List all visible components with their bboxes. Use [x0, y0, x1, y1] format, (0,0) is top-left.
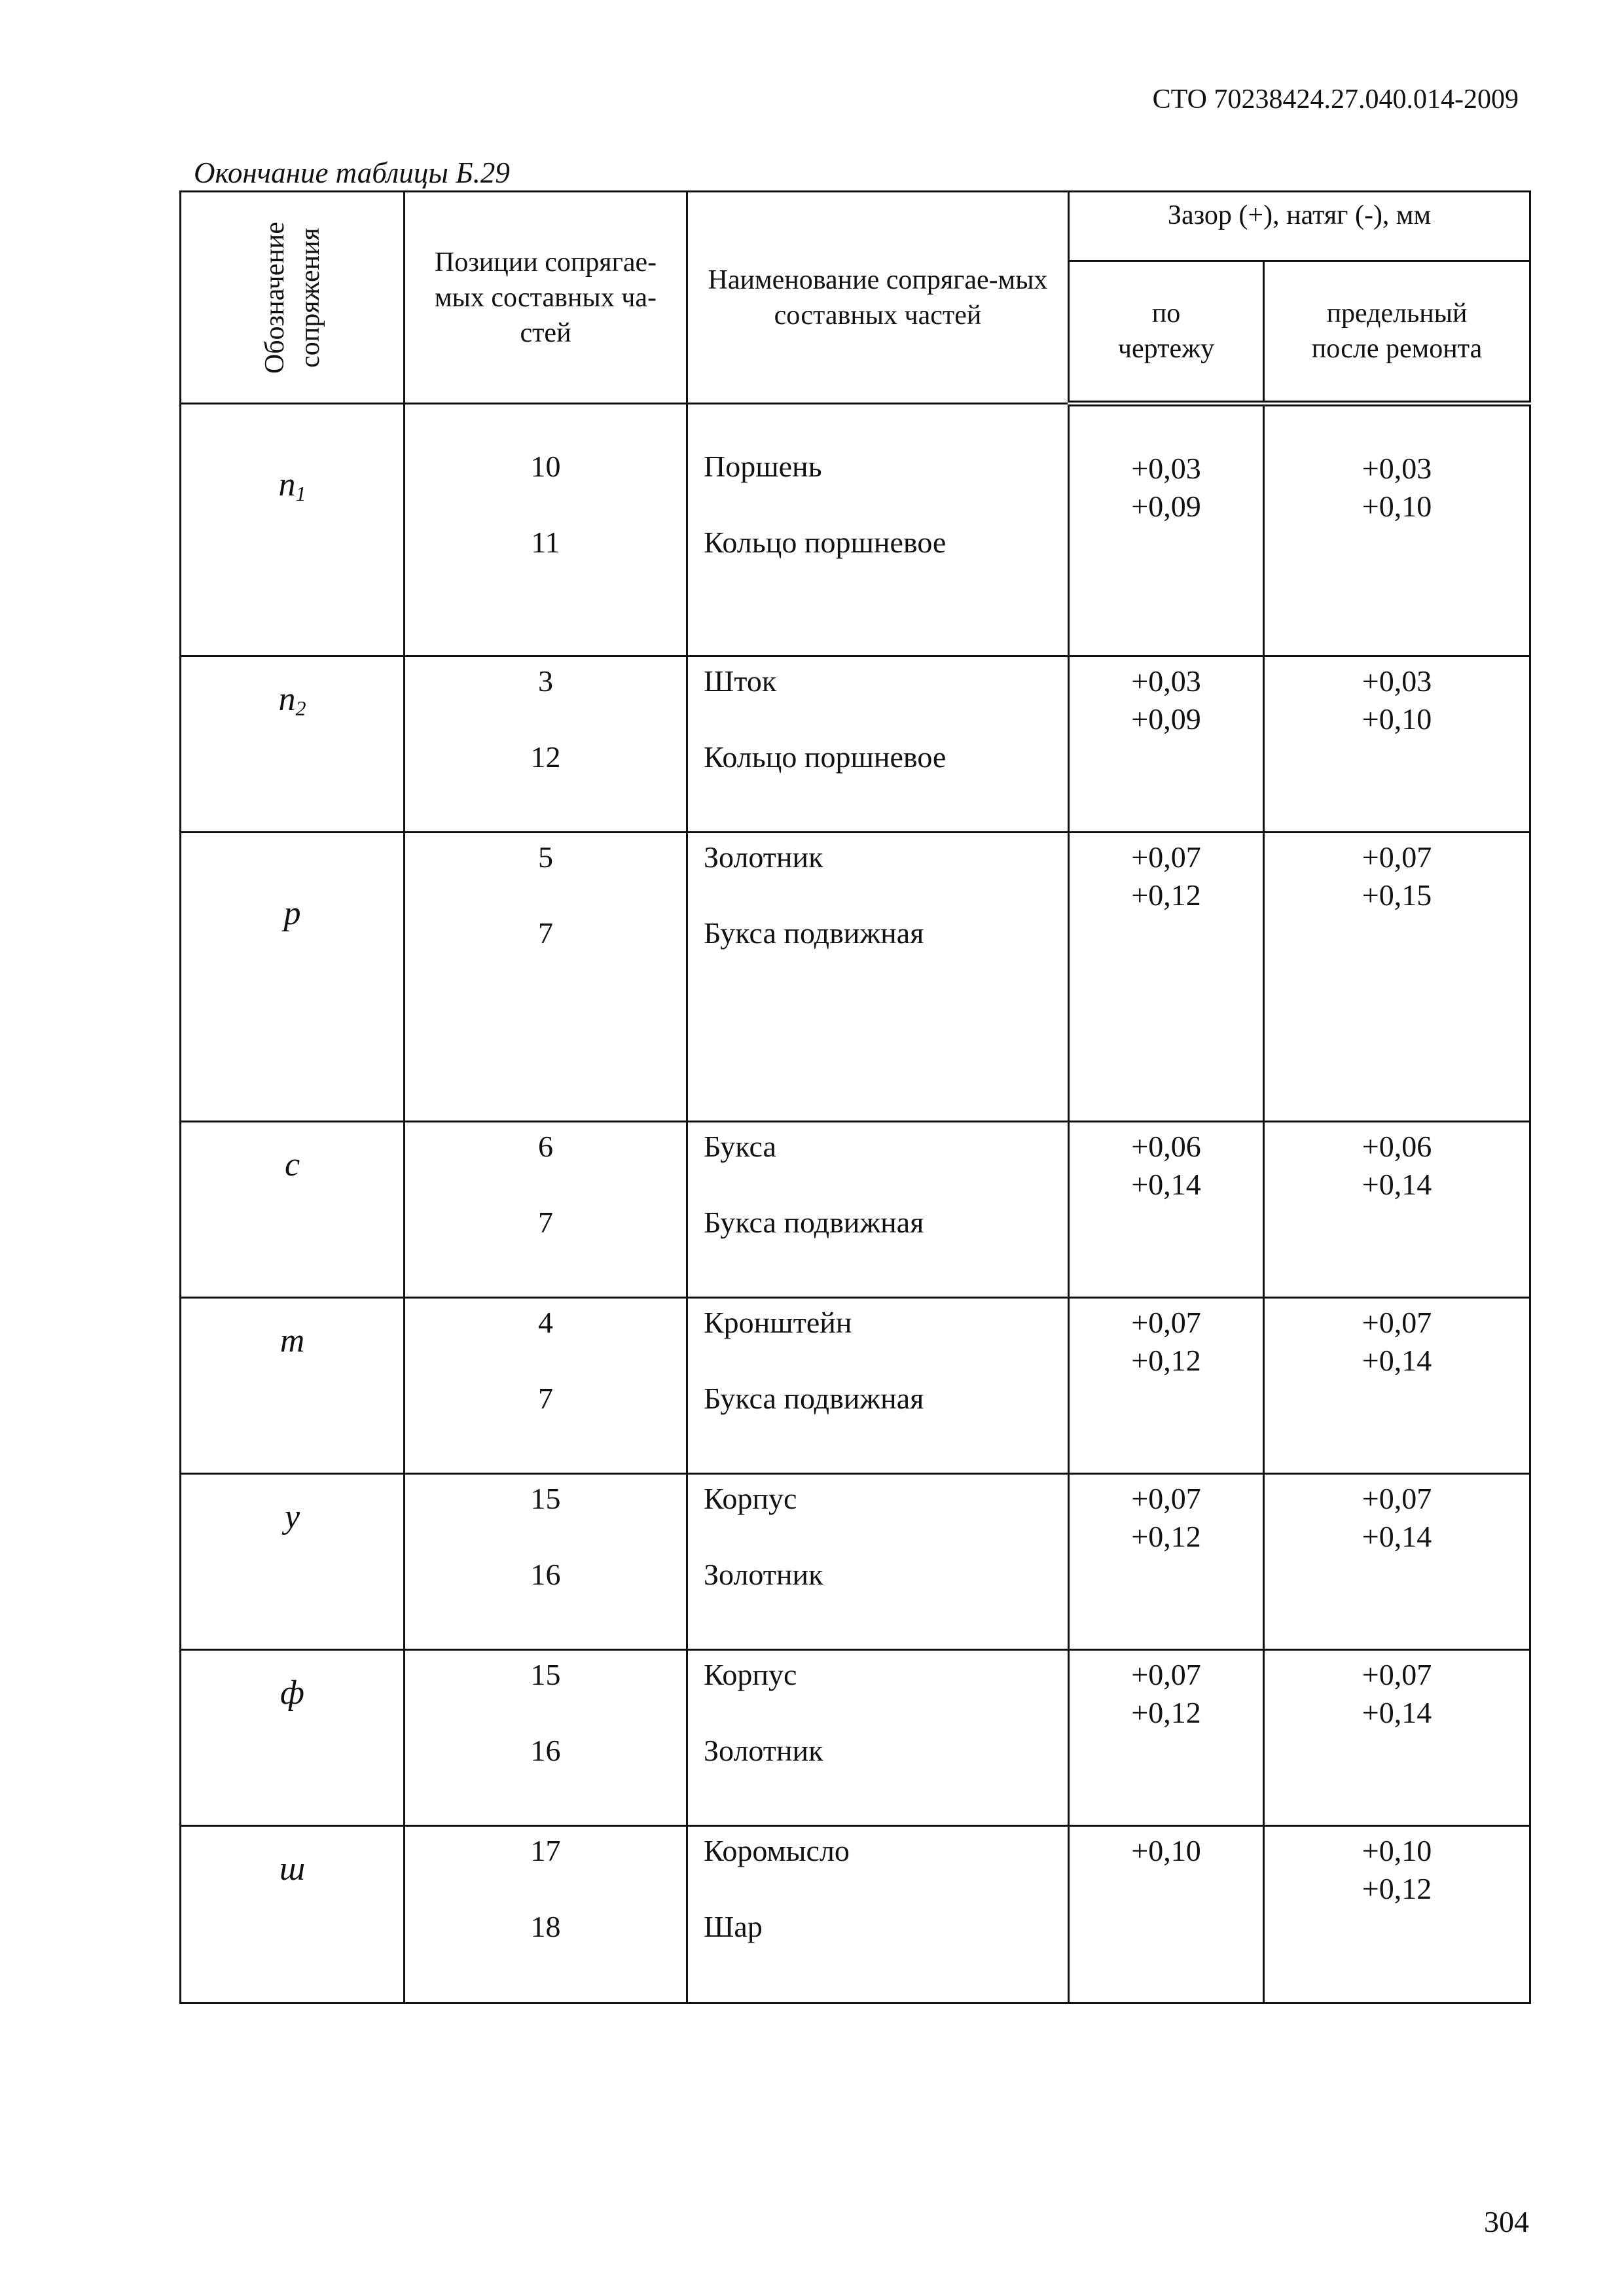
by-drawing-cell [1069, 1474, 1264, 1650]
part-name-2: Букса подвижная [704, 1382, 924, 1415]
position-1: 6 [538, 1130, 553, 1163]
designation-cell [181, 1826, 405, 2003]
by-drawing-cell [1069, 1826, 1264, 2003]
limit-value-2: +0,14 [1362, 1520, 1432, 1553]
part-name-2: Кольцо поршневое [704, 740, 947, 774]
names-cell [687, 833, 1069, 1122]
limit-value-2: +0,15 [1362, 878, 1432, 912]
by-drawing-cell [1069, 656, 1264, 833]
position-2: 11 [531, 526, 560, 559]
designation-cell [181, 404, 405, 656]
designation-cell [181, 1474, 405, 1650]
designation-symbol: n [278, 466, 296, 503]
table-row [181, 1826, 1530, 2003]
limit-cell [1264, 833, 1530, 1122]
by-drawing-value-2: +0,09 [1131, 702, 1201, 736]
limit-value-1: +0,07 [1362, 1658, 1432, 1691]
names-cell [687, 1298, 1069, 1474]
table-caption: Окончание таблицы Б.29 [194, 156, 510, 189]
positions-cell [405, 1122, 687, 1298]
position-2: 16 [530, 1734, 561, 1767]
limit-value-2: +0,14 [1362, 1168, 1432, 1201]
designation-subscript: 1 [295, 482, 306, 505]
limit-cell [1264, 1298, 1530, 1474]
positions-cell [405, 404, 687, 656]
part-name-1: Корпус [704, 1658, 797, 1691]
by-drawing-cell [1069, 833, 1264, 1122]
position-1: 4 [538, 1306, 553, 1339]
header-designation-text: Обозначение сопряжения [259, 221, 325, 374]
part-name-2: Букса подвижная [704, 1206, 924, 1239]
by-drawing-value-2: +0,12 [1131, 1520, 1201, 1553]
limit-value-2: +0,14 [1362, 1696, 1432, 1729]
designation-cell [181, 1122, 405, 1298]
limit-value-1: +0,06 [1362, 1130, 1432, 1163]
designation-symbol: p [283, 895, 301, 932]
by-drawing-value-2: +0,12 [1131, 1344, 1201, 1377]
names-cell [687, 1474, 1069, 1650]
by-drawing-value-1: +0,10 [1131, 1834, 1201, 1867]
limit-value-1: +0,03 [1362, 664, 1432, 698]
limit-value-2: +0,12 [1362, 1872, 1432, 1905]
limit-cell [1264, 404, 1530, 656]
position-1: 10 [530, 450, 561, 483]
position-1: 3 [538, 664, 553, 698]
limit-value-1: +0,07 [1362, 1482, 1432, 1515]
designation-symbol: ф [280, 1674, 304, 1712]
limit-value-1: +0,07 [1362, 1306, 1432, 1339]
position-2: 12 [530, 740, 561, 774]
by-drawing-cell [1069, 1650, 1264, 1826]
position-2: 18 [530, 1910, 561, 1943]
table-row [181, 1650, 1530, 1826]
header-designation [181, 192, 405, 404]
by-drawing-value-1: +0,06 [1131, 1130, 1201, 1163]
table-row [181, 833, 1530, 1122]
designation-cell [181, 1298, 405, 1474]
designation-cell [181, 1650, 405, 1826]
designation-subscript: 2 [295, 696, 306, 720]
part-name-1: Поршень [704, 450, 822, 483]
positions-cell [405, 656, 687, 833]
part-name-1: Букса [704, 1130, 776, 1163]
part-name-1: Корпус [704, 1482, 797, 1515]
header-limit-after-repair: предельный после ремонта [1264, 260, 1530, 403]
limit-cell [1264, 1474, 1530, 1650]
limit-value-1: +0,03 [1362, 452, 1432, 485]
limit-cell [1264, 656, 1530, 833]
positions-cell [405, 833, 687, 1122]
header-names: Наименование сопрягае-мых составных частей [687, 192, 1069, 404]
table-row [181, 1122, 1530, 1298]
header-by-drawing: по чертежу [1069, 260, 1264, 403]
by-drawing-value-2: +0,14 [1131, 1168, 1201, 1201]
designation-symbol: c [284, 1146, 300, 1183]
position-1: 15 [530, 1658, 561, 1691]
part-name-1: Шток [704, 664, 777, 698]
page-number: 304 [1484, 2205, 1529, 2238]
limit-cell [1264, 1826, 1530, 2003]
limit-value-2: +0,10 [1362, 490, 1432, 523]
position-2: 7 [538, 916, 553, 950]
names-cell [687, 1122, 1069, 1298]
designation-cell [181, 656, 405, 833]
header-positions: Позиции сопрягае-мых составных ча-стей [405, 192, 687, 404]
position-2: 16 [530, 1558, 561, 1591]
by-drawing-value-2: +0,12 [1131, 1696, 1201, 1729]
designation-symbol: ш [279, 1850, 306, 1888]
table-row [181, 1298, 1530, 1474]
part-name-2: Золотник [704, 1558, 823, 1591]
document-code: СТО 70238424.27.040.014-2009 [1152, 84, 1519, 115]
part-name-1: Золотник [704, 840, 823, 874]
positions-cell [405, 1650, 687, 1826]
designation-symbol: у [284, 1498, 300, 1535]
limit-cell [1264, 1650, 1530, 1826]
by-drawing-value-1: +0,07 [1131, 1306, 1201, 1339]
names-cell [687, 1826, 1069, 2003]
positions-cell [405, 1474, 687, 1650]
part-name-1: Коромысло [704, 1834, 850, 1867]
position-2: 7 [538, 1206, 553, 1239]
part-name-2: Золотник [704, 1734, 823, 1767]
designation-cell [181, 833, 405, 1122]
by-drawing-value-2: +0,09 [1131, 490, 1201, 523]
part-name-1: Кронштейн [704, 1306, 852, 1339]
by-drawing-cell [1069, 404, 1264, 656]
position-1: 5 [538, 840, 553, 874]
positions-cell [405, 1298, 687, 1474]
by-drawing-value-1: +0,03 [1131, 452, 1201, 485]
by-drawing-value-1: +0,07 [1131, 840, 1201, 874]
position-2: 7 [538, 1382, 553, 1415]
names-cell [687, 404, 1069, 656]
mating-parts-table [179, 190, 1531, 2004]
position-1: 15 [530, 1482, 561, 1515]
header-gap-group: Зазор (+), натяг (-), мм [1069, 192, 1530, 261]
designation-symbol: m [280, 1322, 305, 1359]
by-drawing-value-2 [1070, 1870, 1263, 1908]
designation-symbol: n [278, 681, 296, 718]
limit-value-1: +0,07 [1362, 840, 1432, 874]
by-drawing-value-1: +0,03 [1131, 664, 1201, 698]
limit-value-2: +0,10 [1362, 702, 1432, 736]
names-cell [687, 1650, 1069, 1826]
by-drawing-cell [1069, 1122, 1264, 1298]
limit-value-1: +0,10 [1362, 1834, 1432, 1867]
by-drawing-cell [1069, 1298, 1264, 1474]
table-row [181, 1474, 1530, 1650]
table-row [181, 404, 1530, 656]
positions-cell [405, 1826, 687, 2003]
by-drawing-value-1: +0,07 [1131, 1482, 1201, 1515]
part-name-2: Кольцо поршневое [704, 526, 947, 559]
limit-value-2: +0,14 [1362, 1344, 1432, 1377]
table-row [181, 656, 1530, 833]
limit-cell [1264, 1122, 1530, 1298]
names-cell [687, 656, 1069, 833]
by-drawing-value-1: +0,07 [1131, 1658, 1201, 1691]
position-1: 17 [530, 1834, 561, 1867]
part-name-2: Шар [704, 1910, 763, 1943]
by-drawing-value-2: +0,12 [1131, 878, 1201, 912]
part-name-2: Букса подвижная [704, 916, 924, 950]
